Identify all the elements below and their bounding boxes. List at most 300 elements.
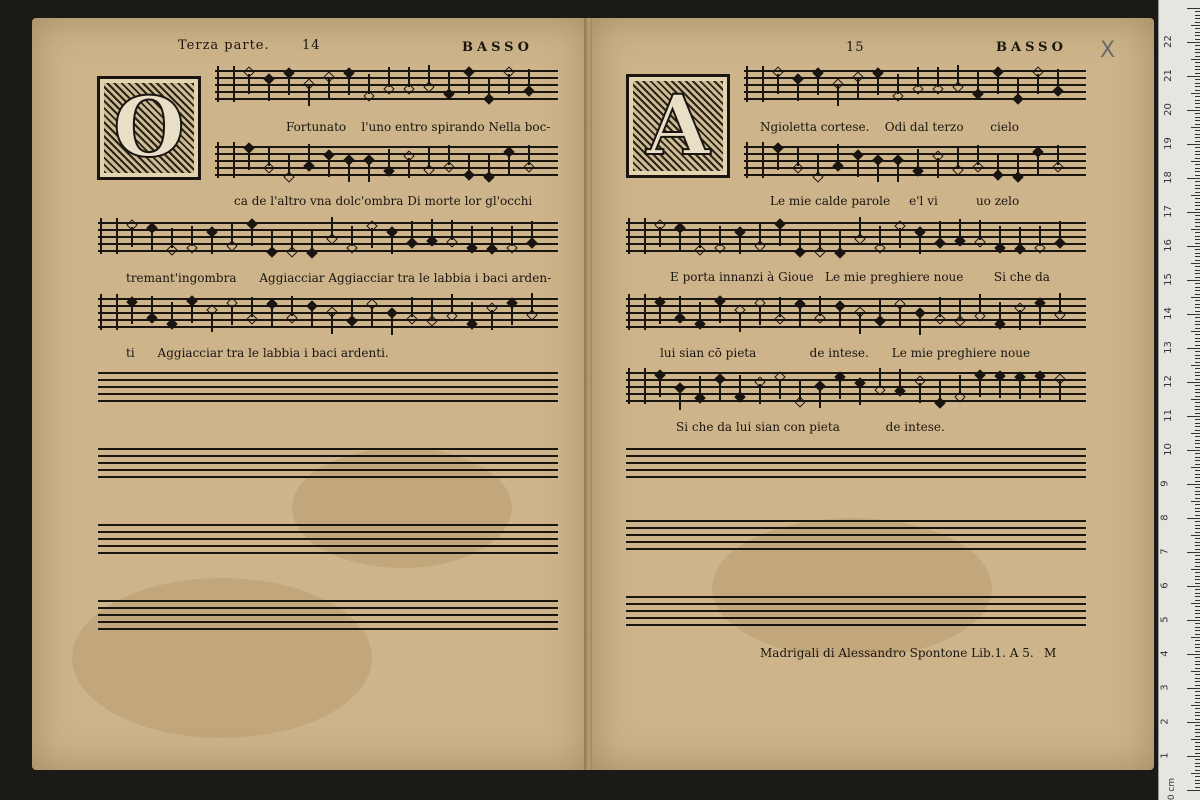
ruler-tick xyxy=(1195,304,1200,305)
note-stem xyxy=(739,375,741,395)
empty-staff xyxy=(98,448,558,480)
note-stem xyxy=(248,150,250,170)
ruler-number: 9 xyxy=(1159,480,1171,487)
note-stem xyxy=(371,306,373,326)
note-stem xyxy=(308,144,310,164)
ruler-tick xyxy=(1195,198,1200,199)
ruler-tick xyxy=(1195,334,1200,335)
ruler-tick xyxy=(1195,134,1200,135)
ruler-tick xyxy=(1195,491,1200,492)
signature-mark: M xyxy=(1044,646,1057,660)
ruler-tick xyxy=(1195,226,1200,227)
ruler-tick xyxy=(1195,487,1200,488)
decorated-initial-o xyxy=(97,76,201,180)
ruler-number: 8 xyxy=(1159,514,1171,521)
ruler-tick xyxy=(1187,246,1200,247)
staff-line xyxy=(98,372,558,374)
note-stem xyxy=(1039,226,1041,246)
ruler-tick xyxy=(1195,736,1200,737)
ruler-tick xyxy=(1191,637,1200,638)
measuring-ruler xyxy=(1158,0,1200,800)
ruler-tick xyxy=(1195,379,1200,380)
note-stem xyxy=(528,145,530,165)
ruler-tick xyxy=(1187,722,1200,723)
ruler-tick xyxy=(1195,15,1200,16)
note-stem xyxy=(899,306,901,326)
ruler-tick xyxy=(1191,195,1200,196)
staff-line xyxy=(98,524,558,526)
note-stem xyxy=(431,299,433,319)
clef-symbol xyxy=(628,294,646,330)
note-stem xyxy=(1019,310,1021,330)
note-stem xyxy=(388,149,390,169)
note-stem xyxy=(391,234,393,254)
note-stem xyxy=(837,86,839,106)
note-stem xyxy=(1059,293,1061,313)
note-stem xyxy=(939,221,941,241)
note-stem xyxy=(919,315,921,335)
ruler-number: 14 xyxy=(1162,307,1174,320)
note-stem xyxy=(779,297,781,317)
note-stem xyxy=(959,375,961,395)
ruler-tick xyxy=(1195,770,1200,771)
ruler-tick xyxy=(1195,164,1200,165)
note-stem xyxy=(371,228,373,248)
ruler-tick xyxy=(1195,753,1200,754)
ruler-tick xyxy=(1195,83,1200,84)
empty-staff xyxy=(626,596,1086,628)
ruler-tick xyxy=(1195,338,1200,339)
ruler-tick xyxy=(1191,773,1200,774)
staff-line xyxy=(98,628,558,630)
ruler-tick xyxy=(1195,396,1200,397)
music-staff xyxy=(98,298,558,330)
note-stem xyxy=(251,226,253,246)
ruler-tick xyxy=(1195,290,1200,291)
ruler-tick xyxy=(1195,96,1200,97)
note-stem xyxy=(879,368,881,388)
note-stem xyxy=(679,390,681,410)
ruler-tick xyxy=(1195,103,1200,104)
ruler-tick xyxy=(1191,93,1200,94)
note-stem xyxy=(1039,378,1041,398)
ruler-tick xyxy=(1195,39,1200,40)
ruler-tick xyxy=(1195,572,1200,573)
ruler-tick xyxy=(1195,375,1200,376)
note-stem xyxy=(1019,379,1021,399)
staff-line xyxy=(98,243,558,245)
ruler-tick xyxy=(1195,28,1200,29)
clef-symbol xyxy=(628,368,646,404)
staff-line xyxy=(626,400,1086,402)
ruler-tick xyxy=(1195,368,1200,369)
empty-staff xyxy=(626,520,1086,552)
staff-line xyxy=(626,229,1086,231)
ruler-tick xyxy=(1195,702,1200,703)
ruler-tick xyxy=(1187,790,1200,791)
note-stem xyxy=(699,302,701,322)
ruler-tick xyxy=(1195,460,1200,461)
staff-line xyxy=(98,621,558,623)
note-stem xyxy=(897,74,899,94)
ruler-unit-label: 0 cm xyxy=(1167,777,1178,800)
staff-line xyxy=(744,98,1086,100)
ruler-tick xyxy=(1195,549,1200,550)
ruler-tick xyxy=(1195,18,1200,19)
ruler-tick xyxy=(1187,42,1200,43)
ruler-tick xyxy=(1195,440,1200,441)
ruler-tick xyxy=(1195,236,1200,237)
note-stem xyxy=(391,315,393,335)
note-stem xyxy=(288,75,290,95)
ruler-tick xyxy=(1191,161,1200,162)
ruler-tick xyxy=(1195,300,1200,301)
ruler-tick xyxy=(1195,249,1200,250)
note-stem xyxy=(859,217,861,237)
ruler-tick xyxy=(1195,566,1200,567)
ruler-tick xyxy=(1195,674,1200,675)
empty-staff xyxy=(98,524,558,556)
note-stem xyxy=(1057,69,1059,89)
ruler-tick xyxy=(1195,181,1200,182)
note-stem xyxy=(999,226,1001,246)
ruler-tick xyxy=(1195,746,1200,747)
note-stem xyxy=(468,74,470,94)
ruler-tick xyxy=(1195,627,1200,628)
staff-line xyxy=(98,455,558,457)
note-stem xyxy=(471,226,473,246)
ruler-tick xyxy=(1195,45,1200,46)
ruler-tick xyxy=(1187,688,1200,689)
note-stem xyxy=(448,72,450,92)
ruler-tick xyxy=(1195,664,1200,665)
page-number-right: 15 xyxy=(846,40,865,55)
ruler-tick xyxy=(1195,317,1200,318)
ruler-tick xyxy=(1195,504,1200,505)
staff-line xyxy=(98,326,558,328)
note-stem xyxy=(1037,154,1039,174)
note-stem xyxy=(977,145,979,165)
note-stem xyxy=(431,219,433,239)
initial-letter: O xyxy=(113,80,185,176)
note-stem xyxy=(679,296,681,316)
note-stem xyxy=(191,226,193,246)
staff-line xyxy=(98,319,558,321)
ruler-tick xyxy=(1195,256,1200,257)
ruler-tick xyxy=(1195,668,1200,669)
ruler-tick xyxy=(1195,321,1200,322)
ruler-tick xyxy=(1195,780,1200,781)
note-stem xyxy=(917,67,919,87)
note-stem xyxy=(879,226,881,246)
ruler-tick xyxy=(1195,749,1200,750)
ruler-tick xyxy=(1187,110,1200,111)
staff-line xyxy=(98,600,558,602)
staff-line xyxy=(98,400,558,402)
ruler-tick xyxy=(1187,756,1200,757)
ruler-tick xyxy=(1195,52,1200,53)
ruler-tick xyxy=(1195,239,1200,240)
ruler-tick xyxy=(1195,559,1200,560)
note-stem xyxy=(739,312,741,332)
ruler-tick xyxy=(1195,515,1200,516)
staff-line xyxy=(98,298,558,300)
note-stem xyxy=(839,308,841,328)
ruler-tick xyxy=(1187,416,1200,417)
note-stem xyxy=(368,74,370,94)
note-stem xyxy=(719,303,721,323)
ruler-number: 4 xyxy=(1159,650,1171,657)
note-stem xyxy=(528,69,530,89)
note-stem xyxy=(977,72,979,92)
note-stem xyxy=(331,314,333,334)
ruler-tick xyxy=(1195,593,1200,594)
staff-line xyxy=(98,222,558,224)
ruler-tick xyxy=(1195,589,1200,590)
ruler-tick xyxy=(1195,477,1200,478)
ruler-tick xyxy=(1195,498,1200,499)
ruler-tick xyxy=(1195,708,1200,709)
note-stem xyxy=(368,162,370,182)
ruler-tick xyxy=(1195,413,1200,414)
note-stem xyxy=(699,376,701,396)
ruler-tick xyxy=(1195,35,1200,36)
ruler-tick xyxy=(1195,137,1200,138)
note-stem xyxy=(997,153,999,173)
music-staff xyxy=(215,70,558,102)
ruler-tick xyxy=(1195,555,1200,556)
note-stem xyxy=(857,157,859,177)
corner-x-mark: X xyxy=(1100,38,1116,63)
staff-line xyxy=(626,319,1086,321)
note-stem xyxy=(231,224,233,244)
note-stem xyxy=(508,74,510,94)
note-stem xyxy=(799,380,801,400)
ruler-tick xyxy=(1195,328,1200,329)
ruler-tick xyxy=(1191,535,1200,536)
note-stem xyxy=(699,228,701,248)
note-stem xyxy=(491,310,493,330)
voice-heading-right: BASSO xyxy=(996,40,1067,55)
note-stem xyxy=(759,224,761,244)
note-stem xyxy=(488,155,490,175)
note-stem xyxy=(488,77,490,97)
note-stem xyxy=(719,226,721,246)
ruler-number: 2 xyxy=(1159,718,1171,725)
ruler-tick xyxy=(1195,192,1200,193)
ruler-tick xyxy=(1195,742,1200,743)
note-stem xyxy=(451,294,453,314)
ruler-tick xyxy=(1195,202,1200,203)
note-stem xyxy=(779,379,781,399)
clef-symbol xyxy=(746,66,764,102)
ruler-tick xyxy=(1195,66,1200,67)
note-stem xyxy=(859,314,861,334)
note-stem xyxy=(268,146,270,166)
ruler-tick xyxy=(1187,654,1200,655)
note-stem xyxy=(511,226,513,246)
ruler-tick xyxy=(1195,579,1200,580)
ruler-tick xyxy=(1195,651,1200,652)
ruler-tick xyxy=(1195,22,1200,23)
ruler-number: 6 xyxy=(1159,582,1171,589)
ruler-tick xyxy=(1191,229,1200,230)
note-stem xyxy=(919,383,921,403)
note-stem xyxy=(331,217,333,237)
note-stem xyxy=(817,75,819,95)
ruler-tick xyxy=(1195,715,1200,716)
clef-symbol xyxy=(217,142,235,178)
ruler-number: 10 xyxy=(1162,443,1174,456)
ruler-tick xyxy=(1191,127,1200,128)
ruler-tick xyxy=(1195,698,1200,699)
note-stem xyxy=(979,294,981,314)
ruler-tick xyxy=(1195,494,1200,495)
ruler-number: 11 xyxy=(1162,409,1174,422)
ruler-tick xyxy=(1195,141,1200,142)
note-stem xyxy=(877,162,879,182)
ruler-tick xyxy=(1195,86,1200,87)
lyrics-line: ca de l'altro vna dolc'ombra Di morte lor gl'occhi xyxy=(234,194,533,208)
ruler-tick xyxy=(1195,423,1200,424)
staff-line xyxy=(626,520,1086,522)
ruler-tick xyxy=(1187,518,1200,519)
staff-line xyxy=(626,455,1086,457)
ruler-number: 15 xyxy=(1162,273,1174,286)
ruler-tick xyxy=(1191,59,1200,60)
ruler-tick xyxy=(1195,474,1200,475)
ruler-tick xyxy=(1195,464,1200,465)
ruler-tick xyxy=(1195,154,1200,155)
lyrics-line: Ngioletta cortese. Odi dal terzo cielo xyxy=(760,120,1020,134)
note-stem xyxy=(351,226,353,246)
ruler-tick xyxy=(1191,671,1200,672)
ruler-tick xyxy=(1195,100,1200,101)
note-stem xyxy=(819,388,821,408)
ruler-number: 13 xyxy=(1162,341,1174,354)
ruler-tick xyxy=(1195,776,1200,777)
note-stem xyxy=(471,302,473,322)
note-stem xyxy=(351,299,353,319)
staff-line xyxy=(98,462,558,464)
staff-line xyxy=(626,548,1086,550)
note-stem xyxy=(291,296,293,316)
staff-line xyxy=(626,603,1086,605)
staff-line xyxy=(98,476,558,478)
ruler-tick xyxy=(1195,232,1200,233)
note-stem xyxy=(839,231,841,251)
clef-symbol xyxy=(217,66,235,102)
note-stem xyxy=(1017,155,1019,175)
note-stem xyxy=(917,149,919,169)
ruler-tick xyxy=(1195,188,1200,189)
initial-letter: A xyxy=(646,78,710,174)
ruler-tick xyxy=(1195,205,1200,206)
staff-line xyxy=(98,229,558,231)
note-stem xyxy=(817,155,819,175)
ruler-tick xyxy=(1195,345,1200,346)
ruler-tick xyxy=(1195,763,1200,764)
ruler-tick xyxy=(1195,392,1200,393)
clef-symbol xyxy=(628,218,646,254)
note-stem xyxy=(839,379,841,399)
note-stem xyxy=(959,219,961,239)
note-stem xyxy=(451,220,453,240)
note-stem xyxy=(328,157,330,177)
note-stem xyxy=(779,226,781,246)
staff-line xyxy=(98,393,558,395)
ruler-tick xyxy=(1195,729,1200,730)
ruler-tick xyxy=(1195,90,1200,91)
staff-line xyxy=(626,393,1086,395)
ruler-tick xyxy=(1195,678,1200,679)
ruler-tick xyxy=(1195,215,1200,216)
ruler-tick xyxy=(1195,430,1200,431)
lyrics-line: ti Aggiacciar tra le labbia i baci ardenti. xyxy=(126,346,389,360)
ruler-tick xyxy=(1195,787,1200,788)
ruler-tick xyxy=(1187,620,1200,621)
ruler-tick xyxy=(1195,634,1200,635)
note-stem xyxy=(959,299,961,319)
ruler-tick xyxy=(1195,107,1200,108)
staff-line xyxy=(626,541,1086,543)
ruler-tick xyxy=(1191,263,1200,264)
voice-heading-left: BASSO xyxy=(462,40,533,55)
ruler-tick xyxy=(1195,610,1200,611)
note-stem xyxy=(659,304,661,324)
note-stem xyxy=(211,234,213,254)
ruler-number: 5 xyxy=(1159,616,1171,623)
note-stem xyxy=(271,306,273,326)
ruler-tick xyxy=(1195,307,1200,308)
lyrics-line: E porta innanzi à Gioue Le mie preghiere noue Si che da xyxy=(670,270,1050,284)
note-stem xyxy=(837,144,839,164)
ruler-tick xyxy=(1195,562,1200,563)
ruler-tick xyxy=(1195,389,1200,390)
ruler-tick xyxy=(1187,8,1200,9)
ruler-tick xyxy=(1195,525,1200,526)
ruler-tick xyxy=(1191,705,1200,706)
ruler-tick xyxy=(1195,759,1200,760)
ruler-tick xyxy=(1195,695,1200,696)
ruler-tick xyxy=(1195,640,1200,641)
ruler-tick xyxy=(1191,467,1200,468)
ruler-tick xyxy=(1195,542,1200,543)
empty-staff xyxy=(626,448,1086,480)
ruler-tick xyxy=(1195,273,1200,274)
note-stem xyxy=(777,74,779,94)
note-stem xyxy=(291,230,293,250)
staff-line xyxy=(626,462,1086,464)
staff-line xyxy=(98,538,558,540)
ruler-tick xyxy=(1195,185,1200,186)
ruler-number: 1 xyxy=(1159,752,1171,759)
ruler-tick xyxy=(1195,124,1200,125)
note-stem xyxy=(897,162,899,182)
ruler-tick xyxy=(1195,49,1200,50)
note-stem xyxy=(777,150,779,170)
note-stem xyxy=(937,67,939,87)
ruler-tick xyxy=(1187,76,1200,77)
note-stem xyxy=(799,230,801,250)
note-stem xyxy=(919,234,921,254)
ruler-tick xyxy=(1195,62,1200,63)
staff-line xyxy=(626,386,1086,388)
ruler-tick xyxy=(1195,243,1200,244)
ruler-tick xyxy=(1187,348,1200,349)
note-stem xyxy=(171,228,173,248)
note-stem xyxy=(508,154,510,174)
